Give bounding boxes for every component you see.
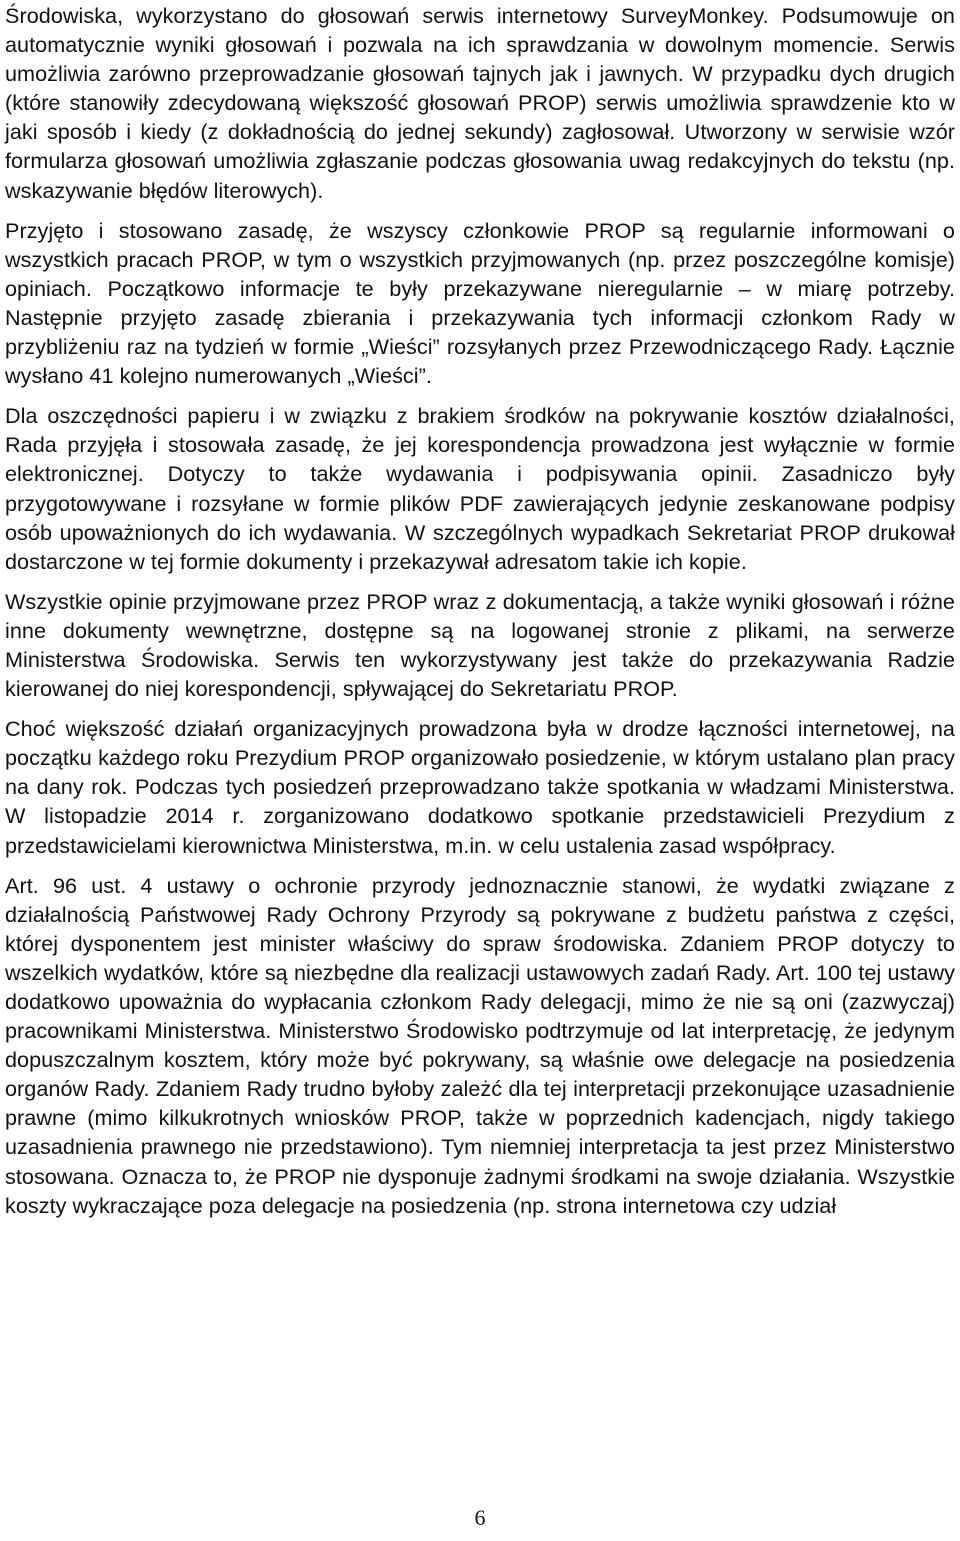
paragraph-4: Wszystkie opinie przyjmowane przez PROP wraz z dokumentacją, a także wyniki głosowań i różne inne dokumenty wewnętrzne, dostępne są na logowanej stronie z plikami, na serwerze Ministerstwa Środowiska. Serwis ten wykorzystywany jest także do przekazywania Radzie kierowanej do niej korespondencji, spływającej do Sekretariatu PROP. — [5, 588, 955, 702]
paragraph-1: Środowiska, wykorzystano do głosowań serwis internetowy SurveyMonkey. Podsumowuje on automatycznie wyniki głosowań i pozwala na ich sprawdzania w dowolnym momencie. Serwis umożliwia zarówno przeprowadzanie głosowań tajnych jak i jawnych. W przypadku dych drugich (które stanowiły zdecydowaną większość głosowań PROP) serwis umożliwia sprawdzenie kto w jaki sposób i kiedy (z dokładnością do jednej sekundy) zagłosował. Utworzony w serwisie wzór formularza głosowań umożliwia zgłaszanie podczas głosowania uwag redakcyjnych do tekstu (np. wskazywanie błędów literowych). — [5, 3, 955, 203]
paragraph-6: Art. 96 ust. 4 ustawy o ochronie przyrody jednoznacznie stanowi, że wydatki związane z działalnością Państwowej Rady Ochrony Przyrody są pokrywane z budżetu państwa z części, której dysponentem jest minister właściwy do spraw środowiska. Zdaniem PROP dotyczy to wszelkich wydatków, które są niezbędne dla realizacji ustawowych zadań Rady. Art. 100 tej ustawy dodatkowo upoważnia do wypłacania członkom Rady delegacji, mimo że nie są oni (zazwyczaj) pracownikami Ministerstwa. Ministerstwo Środowisko podtrzymuje od lat interpretację, że jedynym dopuszczalnym kosztem, który może być pokrywany, są właśnie owe delegacje na posiedzenia organów Rady. Zdaniem Rady trudno byłoby zależć dla tej interpretacji przekonujące uzasadnienie prawne (mimo kilkukrotnych wniosków PROP, także w poprzednich kadencjach, nigdy takiego uzasadnienia prawnego nie przedstawiono). Tym niemniej interpretacja ta jest przez Ministerstwo stosowana. Oznacza to, że PROP nie dysponuje żadnymi środkami na swoje działania. Wszystkie koszty wykraczające poza delegacje na posiedzenia (np. strona internetowa czy udział — [5, 872, 955, 1218]
paragraph-5: Choć większość działań organizacyjnych prowadzona była w drodze łączności internetowej, na początku każdego roku Prezydium PROP organizowało posiedzenie, w którym ustalano plan pracy na dany rok. Podczas tych posiedzeń przeprowadzano także spotkania w władzami Ministerstwa. W listopadzie 2014 r. zorganizowano dodatkowo spotkanie przedstawicieli Prezydium z przedstawicielami kierownictwa Ministerstwa, m.in. w celu ustalenia zasad współpracy. — [5, 716, 955, 858]
paragraph-2: Przyjęto i stosowano zasadę, że wszyscy członkowie PROP są regularnie informowani o wszystkich pracach PROP, w tym o wszystkich przyjmowanych (np. przez poszczególne komisje) opiniach. Początkowo informacje te były przekazywane nieregularnie – w miarę potrzeby. Następnie przyjęto zasadę zbierania i przekazywania tych informacji członkom Rady w przybliżeniu raz na tydzień w formie „Wieści” rozsyłanych przez Przewodniczącego Rady. Łącznie wysłano 41 kolejno numerowanych „Wieści”. — [5, 217, 955, 389]
document-page — [5, 0, 955, 1231]
paragraph-3: Dla oszczędności papieru i w związku z brakiem środków na pokrywanie kosztów działalności, Rada przyjęła i stosowała zasadę, że jej korespondencja prowadzona jest wyłącznie w formie elektronicznej. Dotyczy to także wydawania i podpisywania opinii. Zasadniczo były przygotowywane i rozsyłane w formie plików PDF zawierających jedynie zeskanowane podpisy osób upoważnionych do ich wydawania. W szczególnych wypadkach Sekretariat PROP drukował dostarczone w tej formie dokumenty i przekazywał adresatom takie ich kopie. — [5, 403, 955, 574]
page-number: 6 — [474, 1505, 486, 1530]
